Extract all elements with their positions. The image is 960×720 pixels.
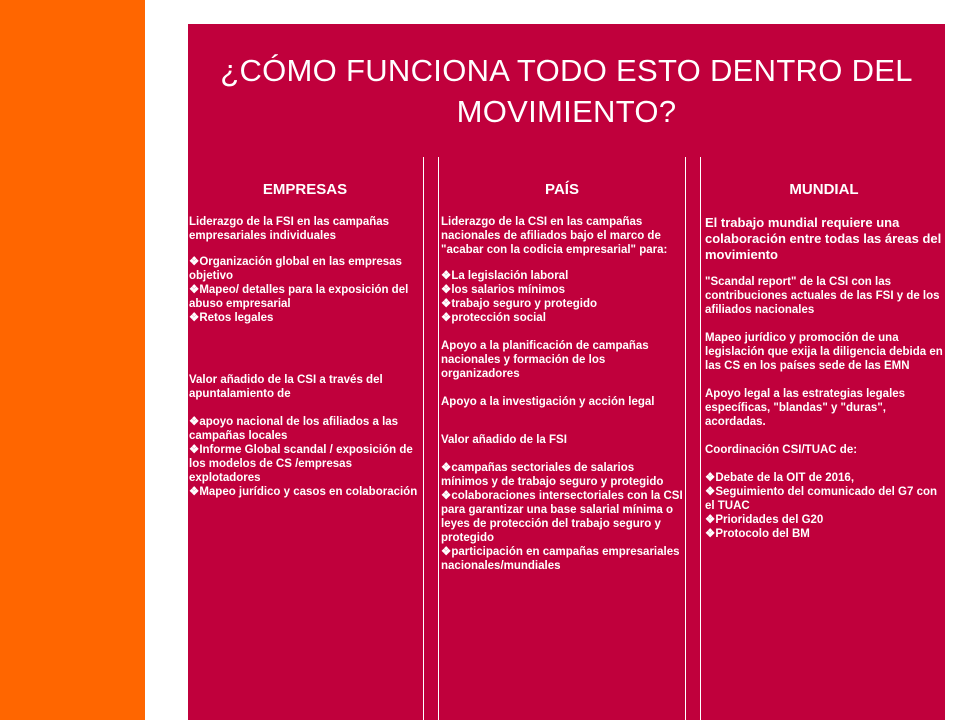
- diamond-star-icon: ❖: [441, 270, 452, 282]
- pais-intro: Liderazgo de la CSI en las campañas nacionales de afiliados bajo el marco de "acabar con la codicia empresarial" para:: [441, 216, 668, 256]
- list-item: ❖Protocolo del BM: [705, 528, 810, 540]
- slide-title: ¿CÓMO FUNCIONA TODO ESTO DENTRO DEL MOVIMIENTO?: [220, 52, 913, 129]
- diamond-star-icon: ❖: [705, 528, 716, 540]
- diamond-star-icon: ❖: [189, 256, 200, 268]
- empresas-intro: Liderazgo de la FSI en las campañas empresariales individuales: [189, 216, 390, 242]
- list-item: ❖trabajo seguro y protegido: [441, 298, 597, 310]
- diamond-star-icon: ❖: [441, 312, 452, 324]
- list-item: ❖los salarios mínimos: [441, 284, 566, 296]
- mundial-coordinacion: Coordinación CSI/TUAC de:: [705, 444, 858, 456]
- list-item: ❖Organización global en las empresas objetivo: [189, 256, 402, 282]
- diamond-star-icon: ❖: [189, 486, 200, 498]
- list-item: ❖apoyo nacional de los afiliados a las campañas locales: [189, 416, 399, 442]
- orange-side-bar: [0, 0, 145, 720]
- column-divider: [685, 157, 701, 720]
- diamond-star-icon: ❖: [189, 312, 200, 324]
- list-item: ❖colaboraciones intersectoriales con la CSI para garantizar una base salarial mínima o leyes de protección del trabajo seguro y protegido: [441, 490, 683, 544]
- title-banner: [188, 24, 945, 157]
- diamond-star-icon: ❖: [189, 444, 200, 456]
- mundial-apoyo-legal: Apoyo legal a las estrategias legales específicas, "blandas" y "duras", acordadas.: [705, 388, 906, 428]
- mundial-intro: El trabajo mundial requiere una colaboración entre todas las áreas del movimiento: [705, 215, 942, 262]
- diamond-star-icon: ❖: [705, 472, 716, 484]
- list-item: ❖Mapeo/ detalles para la exposición del abuso empresarial: [189, 284, 409, 310]
- list-item: ❖Prioridades del G20: [705, 514, 824, 526]
- mundial-scandal-report: "Scandal report" de la CSI con las contribuciones actuales de las FSI y de los afiliados nacionales: [705, 276, 940, 316]
- pais-apoyo-investigacion: Apoyo a la investigación y acción legal: [441, 396, 655, 408]
- column-heading-mundial: MUNDIAL: [789, 181, 859, 198]
- list-item: ❖Informe Global scandal / exposición de los modelos de CS /empresas explotadores: [189, 444, 413, 484]
- pais-valor: Valor añadido de la FSI: [441, 434, 567, 446]
- column-heading-empresas: EMPRESAS: [262, 181, 348, 198]
- diamond-star-icon: ❖: [189, 284, 200, 296]
- empresas-valor: Valor añadido de la CSI a través del apuntalamiento de: [189, 374, 383, 400]
- pais-apoyo-planificacion: Apoyo a la planificación de campañas nacionales y formación de los organizadores: [441, 340, 649, 380]
- list-item: ❖Retos legales: [189, 312, 274, 324]
- list-item: ❖Mapeo jurídico y casos en colaboración: [189, 486, 418, 498]
- diamond-star-icon: ❖: [705, 486, 716, 498]
- column-heading-pais: PAÍS: [545, 181, 579, 198]
- content-table: [188, 157, 945, 720]
- list-item: ❖protección social: [441, 312, 546, 324]
- diamond-star-icon: ❖: [441, 546, 452, 558]
- column-pais: [439, 157, 685, 720]
- diamond-star-icon: ❖: [441, 462, 452, 474]
- column-divider: [423, 157, 439, 720]
- list-item: ❖Debate de la OIT de 2016,: [705, 472, 855, 484]
- diamond-star-icon: ❖: [441, 284, 452, 296]
- list-item: ❖participación en campañas empresariales nacionales/mundiales: [441, 546, 680, 572]
- diamond-star-icon: ❖: [189, 416, 200, 428]
- diamond-star-icon: ❖: [705, 514, 716, 526]
- diamond-star-icon: ❖: [441, 490, 452, 502]
- column-empresas: [188, 157, 422, 720]
- column-mundial: [701, 157, 945, 720]
- list-item: ❖Seguimiento del comunicado del G7 con el TUAC: [705, 486, 938, 512]
- diamond-star-icon: ❖: [441, 298, 452, 310]
- list-item: ❖La legislación laboral: [441, 270, 569, 282]
- mundial-mapeo: Mapeo jurídico y promoción de una legislación que exija la diligencia debida en las CS en los países sede de las EMN: [705, 332, 943, 372]
- list-item: ❖campañas sectoriales de salarios mínimos y de trabajo seguro y protegido: [441, 462, 664, 488]
